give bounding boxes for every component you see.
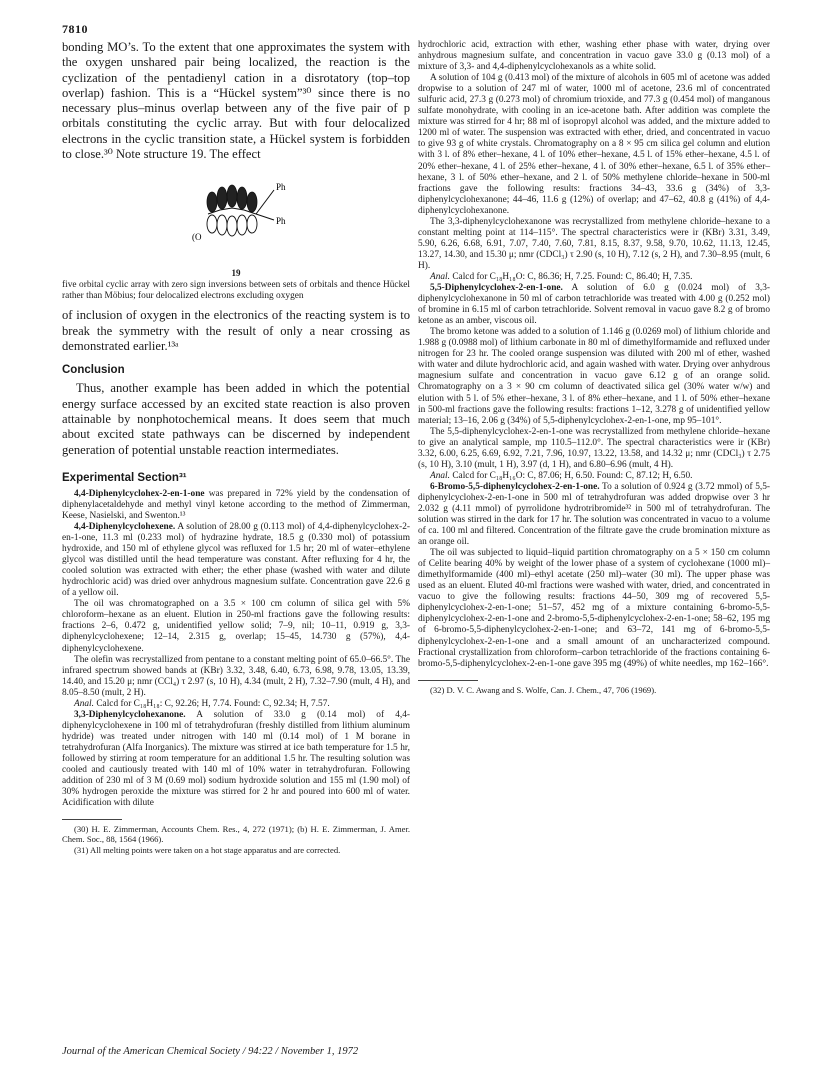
- footnote-divider: [62, 819, 122, 820]
- oxygen-label: (O: [192, 232, 202, 243]
- exp-paragraph-1: [62, 489, 410, 522]
- left-column: [62, 40, 410, 855]
- experimental-heading: Experimental Section³¹: [62, 471, 187, 484]
- exp-paragraph-r1: hydrochloric acid, extraction with ether, washing ether phase with water, drying over anhydrous magnesium sulfate, and concentration in vacuo gave 33.0 g (0.13 mol) of a mixture of 3,3- and 4,4-diphenylcyclohexanols as a white solid.: [418, 40, 770, 73]
- orbital-array-diagram: [190, 168, 300, 260]
- anal-label: Anal.: [74, 698, 94, 709]
- conclusion-paragraph: Thus, another example has been added in which the potential energy surface accessed by an excited state reaction is also proven attainable by nonphotochemical means. It does seem that much about excited state pathways can be discerned by independent generation of potential unstable reaction intermediates.: [62, 381, 410, 457]
- exp-text: To a solution of 0.924 g (3.72 mmol) of 5,5-diphenylcyclohex-2-en-1-one in 500 ml of tetrahydrofuran was added dropwise over 3 hr 2.032 g (4.11 mmol) of pyrrolidone hydrotribromide³² in 500 ml of tetrahydrofuran. The solution was stirred in the dark for 17 hr. The solution was concentrated in vacuo to a volume of ca. 100 ml and filtered. Concentration of the filtrate gave the crude bromination mixture as an orange oil.: [418, 481, 770, 548]
- ph-label-top: Ph: [276, 182, 286, 193]
- compound-name: 5,5-Diphenylcyclohex-2-en-1-one.: [430, 283, 563, 294]
- journal-footer: Journal of the American Chemical Society / 94:22 / November 1, 1972: [62, 1046, 359, 1057]
- anal-label: Anal.: [430, 271, 450, 282]
- exp-text: A solution of 6.0 g (0.024 mol) of 3,3-diphenylcyclohexanone in 50 ml of carbon tetrachloride was treated with 4.00 g (0.252 mol) of bromine in 6.15 ml of carbon tetrachloride. Solvent removal in vacuo gave 8.2 g of bromo ketone as an amber, viscous oil.: [418, 283, 770, 327]
- exp-paragraph-r10: The oil was subjected to liquid–liquid partition chromatography on a 5 × 150 cm column of Celite bearing 40% by weight of the lower phase of a system of cyclohexane (1000 ml)–dimethylformamide (400 ml)–ethyl acetate (250 ml)–water (30 ml). The upper phase was used as an eluent. Eluted 40-ml fractions were washed with water, dried, and concentrated in vacuo to give the following results: fractions 44–50, 309 mg of recovered 5,5-diphenylcyclohex-2-en-1-one; 51–57, 452 mg of a mixture containing 6-bromo-5,5-diphenylcyclohex-2-en-1-one and 2-bromo-5,5-diphenylcyclohex-2-en-1-one; 58–62, 195 mg of 6-bromo-5,5-diphenylcyclohex-2-en-1-one; and 63–72, 141 mg of 6-bromo-5,5-diphenylcyclohex-2-en-1-one and a small amount of an uncharacterized compound. Fractional crystallization from chloroform–carbon tetrachloride of the fractions containing 6-bromo-5,5-diphenylcyclohex-2-en-1-one gave 395 mg (49%) of white needles, mp 162–166°.: [418, 548, 770, 669]
- intro-paragraph: bonding MO’s. To the extent that one approximates the system with the oxygen unshared pair being localized, the reaction is the cyclization of the pentadienyl cation in a disrotatory (top–top overlap) fashion. This is a “Hückel system”³⁰ since there is no necessary plus–minus overlap between any of the five pair of p orbitals constituting the cyclic array. But with four delocalized electrons in the cyclic transition state, a Hückel system is forbidden to close.³⁰ Note structure 19. The effect: [62, 40, 410, 162]
- compound-name: 4,4-Diphenylcyclohexene.: [74, 521, 176, 532]
- after-figure-paragraph: of inclusion of oxygen in the electronics of the reacting system is to break the symmetry with the result of only a near crossing as demonstrated earlier.¹³ᵃ: [62, 308, 410, 354]
- exp-paragraph-2: [62, 522, 410, 599]
- exp-text: Calcd for C₁₈H₁₈: C, 92.26; H, 7.74. Found: C, 92.34; H, 7.57.: [93, 698, 330, 709]
- exp-text: Calcd for C₁₈H₁₆O: C, 87.06; H, 6.50. Found: C, 87.12; H, 6.50.: [449, 470, 693, 481]
- exp-paragraph-r8: [418, 471, 770, 482]
- footnote-divider: [418, 680, 478, 681]
- footnote-32: (32) D. V. C. Awang and S. Wolfe, Can. J. Chem., 47, 706 (1969).: [430, 684, 657, 695]
- right-column: [418, 40, 770, 695]
- exp-text: A solution of 28.00 g (0.113 mol) of 4,4-diphenylcyclohex-2-en-1-one, 11.3 ml (0.233 mol) of hydrazine hydrate, 18.5 g (0.330 mol) of potassium hydroxide, and 150 ml of ethylene glycol was refluxed for 1.5 hr; 20 ml of water–ethylene glycol was distilled until the head temperature was constant. After refluxing for 4 hr, the cooled solution was extracted with ether; the ether phase (washed with water and dilute hydrochloric acid) was dried over anhydrous magnesium sulfate. Concentration gave 22.6 g of a yellow oil.: [62, 521, 410, 599]
- ph-label-bottom: Ph: [276, 216, 286, 227]
- anal-label: Anal.: [430, 470, 450, 481]
- exp-paragraph-r7: The 5,5-diphenylcyclohex-2-en-1-one was recrystallized from methylene chloride–hexane to give an analytical sample, mp 110.5–112.0°. The spectral characteristics were ir (KBr) 3.32, 6.00, 6.25, 6.69, 6.92, 7.21, 7.96, 10.97, 13.22, 13.58, and 14.32 μ; nmr (CDCl₃) τ 2.75 (s, 10 H), 3.10 (mult, 1 H), 3.97 (d, 1 H), and 6.80–6.96 (mult, 4 H).: [418, 426, 770, 470]
- footnote-30: (30) H. E. Zimmerman, Accounts Chem. Res., 4, 272 (1971); (b) H. E. Zimmerman, J. Amer. Chem. Soc., 88, 1564 (1966).: [62, 824, 410, 845]
- exp-text: Calcd for C₁₈H₁₈O: C, 86.36; H, 7.25. Found: C, 86.40; H, 7.35.: [449, 271, 693, 282]
- exp-paragraph-4: The olefin was recrystallized from pentane to a constant melting point of 65.0–66.5°. The infrared spectrum showed bands at (KBr) 3.32, 3.48, 6.40, 6.73, 6.98, 9.78, 13.05, 13.39, 14.40, and 15.20 μ; nmr (CCl₄) τ 2.97 (s, 10 H), 4.34 (mult, 2 H), 7.32–7.90 (mult, 4 H), and 8.05–8.50 (mult, 2 H).: [62, 654, 410, 698]
- exp-paragraph-r6: The bromo ketone was added to a solution of 1.146 g (0.0269 mol) of lithium chloride and 1.988 g (0.0988 mol) of lithium carbonate in 80 ml of dimethylformamide and refluxed under nitrogen for 23 hr. The cooled orange suspension was diluted with 200 ml of ether, washed with water and dilute hydrochloric acid, and again washed with water. Drying over anhydrous magnesium sulfate and concentration in vacuo gave 6.12 g of an orange solid. Chromatography on a 3 × 90 cm column of deactivated silica gel (30% water w/w) and elution with 5 l. of 5% ether–hexane, 3 l. of 8% ether–hexane, and 1 l. of 50% ether–hexane in 500-ml fractions gave the following results: fractions 1–12, 3.278 g of unidentified yellow material; 13–16, 2.06 g (34%) of 5,5-diphenylcyclohex-2-en-1-one, mp 95–101°.: [418, 327, 770, 426]
- exp-paragraph-r3: The 3,3-diphenylcyclohexanone was recrystallized from methylene chloride–hexane to a constant melting point at 114–115°. The spectral characteristics were ir (KBr) 3.31, 3.49, 5.90, 6.26, 6.68, 6.91, 7.07, 7.40, 7.60, 7.81, 8.15, 8.37, 9.58, 9.70, 10.62, 11.13, 12.45, 13.27, 14.30, and 15.30 μ; nmr (CDCl₃) τ 2.90 (s, 10 H), 7.12 (s, 2 H), and 7.30–8.95 (mult, 6 H).: [418, 216, 770, 271]
- exp-paragraph-5: [62, 699, 410, 710]
- exp-text: A solution of 33.0 g (0.14 mol) of 4,4-diphenylcyclohexene in 100 ml of tetrahydrofuran (freshly distilled from lithium aluminum hydride) was treated under nitrogen with 140 ml (0.14 mol) of 1 M borane in tetrahydrofuran (Alfa Inorganics). The mixture was stirred at ice bath temperature for 1.5 hr, followed by stirring at room temperature for an additional 1.5 hr. The resulting solution was cooled and cautiously treated with 140 ml of 10% water in tetrahydrofuran. Following addition of 230 ml of 3 M (0.69 mol) sodium hydroxide solution and 155 ml (1.90 mol) of 30% hydrogen peroxide the mixture was stirred for 2 hr and poured into 600 ml of water. Acidification with dilute: [62, 709, 410, 809]
- compound-name: 4,4-Diphenylcyclohex-2-en-1-one: [74, 488, 205, 499]
- exp-paragraph-r4: [418, 272, 770, 283]
- page-number: 7810: [62, 22, 88, 36]
- exp-text: was prepared in 72% yield by the condensation of diphenylacetaldehyde and methyl vinyl ketone according to the method of Zimmerman, Keese, Nasielski, and Swenton.¹³: [62, 488, 410, 521]
- figure-caption: five orbital cyclic array with zero sign inversions between sets of orbitals and thence Hückel rather than Möbius; four delocalized electrons excluding oxygen: [62, 280, 410, 302]
- structure-19-figure: [62, 168, 410, 268]
- compound-name: 6-Bromo-5,5-diphenylcyclohex-2-en-1-one.: [430, 481, 600, 492]
- footnote-31: (31) All melting points were taken on a hot stage apparatus and are corrected.: [74, 844, 341, 855]
- structure-number: 19: [231, 268, 241, 279]
- exp-paragraph-r2: A solution of 104 g (0.413 mol) of the mixture of alcohols in 605 ml of acetone was added dropwise to a solution of 247 ml of water, 1000 ml of acetone, 23.6 ml of concentrated sulfuric acid, 27.3 g (0.273 mol) of chromium trioxide, and 77.3 g (0.454 mol) of manganous sulfate monohydrate, with cooling in an ice-acetone bath. After addition was complete the mixture was stirred for 4 hr; 88 ml of isopropyl alcohol was added, and the mixture added to 1200 ml of water. The suspension was extracted with ether, dried, and concentrated in vacuo to give 93 g of white crystals. Chromatography on a 8 × 95 cm silica gel column and elution with 3 l. of 8% ether–hexane, 4 l. of 10% ether–hexane, 4.5 l. of 15% ether–hexane, 4.5 l. of 20% ether–hexane, 4 l. of 25% ether–hexane, 4 l. of 30% ether–hexane, 6.5 l. of 35% ether–hexane, 3 l. of 50% ether–hexane, and 2 l. of 50% methylene chloride–hexane in 500-ml fractions gave the following results: fractions 34–43, 33.6 g (34%) of 3,3-diphenylcyclohexanone; 44–46, 11.6 g (12%) of overlap; and 47–62, 40.8 g (41%) of 4,4-diphenylcyclohexanone.: [418, 73, 770, 216]
- exp-paragraph-6: [62, 710, 410, 809]
- exp-paragraph-r5: [418, 283, 770, 327]
- exp-paragraph-r9: [418, 482, 770, 548]
- exp-paragraph-3: The oil was chromatographed on a 3.5 × 100 cm column of silica gel with 5% chloroform–hexane as an eluent. Elution in 250-ml fractions gave the following results: fractions 2–6, 0.472 g, unidentified yellow solid; 7–9, nil; 10–11, 0.919 g, 3,3-diphenylcyclohexene; 12–14, 2.315 g, overlap; 15–45, 14.730 g (57%), 4,4-diphenylcyclohexene.: [62, 599, 410, 654]
- conclusion-heading: Conclusion: [62, 364, 125, 377]
- orbital-lobes-bottom: [207, 215, 257, 236]
- compound-name: 3,3-Diphenylcyclohexanone.: [74, 709, 186, 720]
